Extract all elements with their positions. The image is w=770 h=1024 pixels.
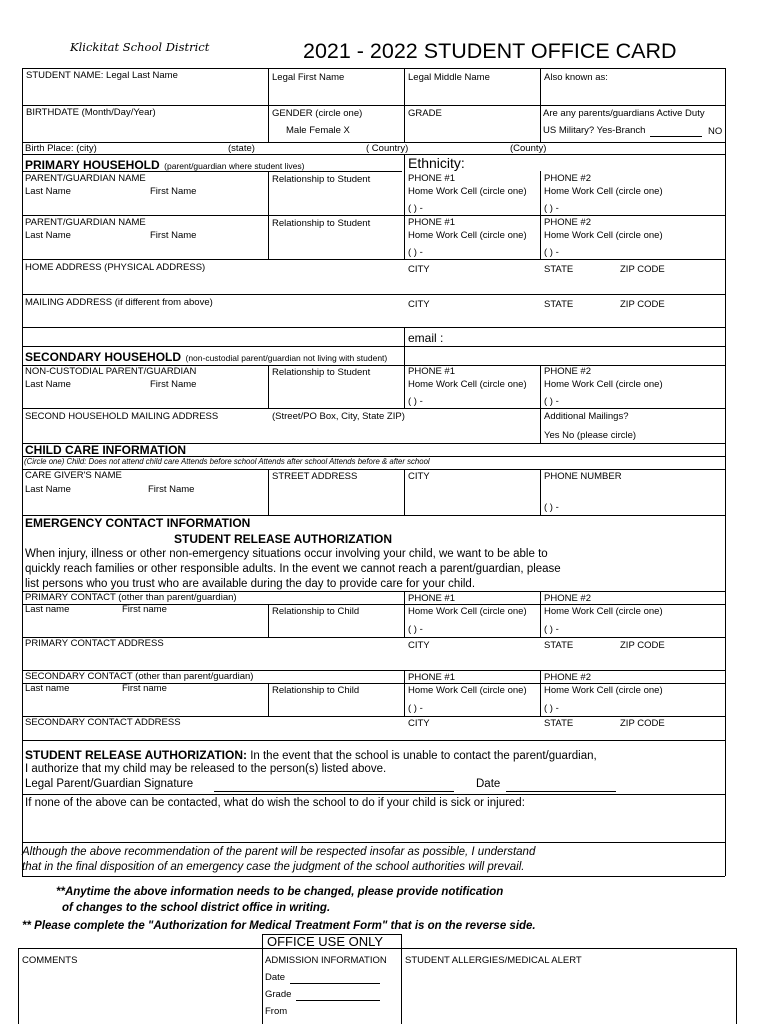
phone2-type[interactable]: Home Work Cell (circle one)	[544, 606, 663, 617]
mailing-address-label: MAILING ADDRESS (if different from above)	[25, 297, 213, 308]
emergency-paragraph-2: quickly reach families or other responsible adults. In the event we cannot reach a parent/guardian, please	[25, 563, 561, 575]
signature-label: Legal Parent/Guardian Signature	[25, 778, 194, 790]
ethnicity-label: Ethnicity:	[408, 155, 465, 171]
first-name-label: First Name	[150, 230, 197, 241]
phone2-blank[interactable]: ( ) -	[544, 624, 559, 635]
relationship-label: Relationship to Student	[272, 367, 371, 378]
phone2-type[interactable]: Home Work Cell (circle one)	[544, 685, 663, 696]
secondary-contact-label: SECONDARY CONTACT (other than parent/guardian)	[25, 671, 254, 682]
phone2-label: PHONE #2	[544, 366, 591, 377]
signature-line[interactable]	[214, 791, 454, 792]
military-line-1: Are any parents/guardians Active Duty	[543, 108, 705, 119]
phone2-label: PHONE #2	[544, 217, 591, 228]
phone1-blank[interactable]: ( ) -	[408, 203, 423, 214]
phone1-label: PHONE #1	[408, 217, 455, 228]
last-name-label: Last Name	[25, 484, 71, 495]
first-name-label: First Name	[148, 484, 195, 495]
noncustodial-label: NON-CUSTODIAL PARENT/GUARDIAN	[25, 366, 197, 377]
phone2-label: PHONE #2	[544, 593, 591, 604]
city-label: CITY	[408, 718, 430, 729]
emergency-paragraph-3: list persons who you trust who are available during the day to provide care for your child.	[25, 578, 476, 590]
admission-from-label: From	[265, 1006, 288, 1017]
child-care-options[interactable]: (Circle one) Child: Does not attend child care Attends before school Attends after school Attends before & after school	[24, 457, 430, 466]
city-label: CITY	[408, 471, 430, 482]
admission-date-label: Date	[265, 972, 286, 983]
last-name-label: Last Name	[25, 230, 71, 241]
phone2-type[interactable]: Home Work Cell (circle one)	[544, 379, 663, 390]
gender-options[interactable]: Male Female X	[286, 125, 350, 136]
second-household-mailing-label: SECOND HOUSEHOLD MAILING ADDRESS	[25, 411, 219, 422]
aka-label: Also known as:	[544, 72, 608, 83]
military-line-2: US Military? Yes-Branch	[543, 125, 646, 136]
first-name-label: First Name	[150, 379, 197, 390]
state-label: STATE	[544, 264, 574, 275]
date-label: Date	[476, 778, 501, 790]
phone2-blank[interactable]: ( ) -	[544, 203, 559, 214]
district-name: Klickitat School District	[70, 40, 210, 54]
last-name-label: Last Name	[25, 379, 71, 390]
first-name-label: First Name	[150, 186, 197, 197]
home-address-label: HOME ADDRESS (PHYSICAL ADDRESS)	[25, 262, 206, 273]
relationship-label: Relationship to Child	[272, 685, 360, 696]
first-name-label: Legal First Name	[272, 72, 345, 83]
change-notice-line-2: of changes to the school district office in writing.	[62, 902, 331, 914]
phone2-label: PHONE #2	[544, 173, 591, 184]
primary-household-heading: PRIMARY HOUSEHOLD (parent/guardian where student lives)	[25, 158, 305, 172]
phone1-label: PHONE #1	[408, 672, 455, 683]
birthplace-label: Birth Place: (city)	[25, 143, 97, 154]
state-label: STATE	[544, 718, 574, 729]
city-label: CITY	[408, 640, 430, 651]
phone1-type[interactable]: Home Work Cell (circle one)	[408, 379, 527, 390]
medical-form-notice: ** Please complete the "Authorization for Medical Treatment Form" that is on the reverse side.	[22, 920, 536, 932]
release-authorization-line-2: I authorize that my child may be released to the person(s) listed above.	[25, 763, 387, 775]
change-notice-line-1: **Anytime the above information needs to be changed, please provide notification	[56, 886, 504, 898]
phone2-label: PHONE #2	[544, 672, 591, 683]
zip-label: ZIP CODE	[620, 718, 665, 729]
phone2-blank[interactable]: ( ) -	[544, 703, 559, 714]
state-label: STATE	[544, 640, 574, 651]
release-authorization-line-1: STUDENT RELEASE AUTHORIZATION: In the event that the school is unable to contact the parent/guardian,	[25, 748, 597, 762]
if-none-question: If none of the above can be contacted, what do wish the school to do if your child is sick or injured:	[25, 797, 525, 809]
last-name-label: Last Name	[25, 186, 71, 197]
phone1-type[interactable]: Home Work Cell (circle one)	[408, 230, 527, 241]
phone1-type[interactable]: Home Work Cell (circle one)	[408, 606, 527, 617]
phone1-blank[interactable]: ( ) -	[408, 703, 423, 714]
first-name-label: First name	[122, 604, 167, 615]
phone1-blank[interactable]: ( ) -	[408, 624, 423, 635]
office-use-heading: OFFICE USE ONLY	[267, 934, 384, 949]
primary-contact-label: PRIMARY CONTACT (other than parent/guardian)	[25, 592, 237, 603]
secondary-household-heading: SECONDARY HOUSEHOLD (non-custodial parent/guardian not living with student)	[25, 350, 388, 364]
first-name-label: First name	[122, 683, 167, 694]
emergency-paragraph-1: When injury, illness or other non-emergency situations occur involving your child, we want to be able to	[25, 548, 548, 560]
secondary-contact-address-label: SECONDARY CONTACT ADDRESS	[25, 717, 181, 728]
relationship-label: Relationship to Student	[272, 218, 371, 229]
page-title: 2021 - 2022 STUDENT OFFICE CARD	[303, 39, 677, 63]
emergency-heading: EMERGENCY CONTACT INFORMATION	[25, 516, 251, 530]
phone-blank[interactable]: ( ) -	[544, 502, 559, 513]
gender-label: GENDER (circle one)	[272, 108, 363, 119]
phone2-blank[interactable]: ( ) -	[544, 396, 559, 407]
state-label: (state)	[228, 143, 255, 154]
parent-guardian-label: PARENT/GUARDIAN NAME	[25, 217, 146, 228]
admission-info-label: ADMISSION INFORMATION	[265, 955, 387, 966]
zip-label: ZIP CODE	[620, 640, 665, 651]
relationship-label: Relationship to Child	[272, 606, 360, 617]
relationship-label: Relationship to Student	[272, 174, 371, 185]
phone2-type[interactable]: Home Work Cell (circle one)	[544, 230, 663, 241]
phone-number-label: PHONE NUMBER	[544, 471, 622, 482]
additional-mailings-label: Additional Mailings?	[544, 411, 629, 422]
military-no[interactable]: NO	[708, 126, 723, 137]
street-address-label: STREET ADDRESS	[272, 471, 358, 482]
grade-label: GRADE	[408, 108, 442, 119]
although-line-1: Although the above recommendation of the parent will be respected insofar as possible, I understand	[22, 846, 536, 858]
phone1-type[interactable]: Home Work Cell (circle one)	[408, 186, 527, 197]
birthdate-label: BIRTHDATE (Month/Day/Year)	[26, 107, 156, 118]
child-care-heading: CHILD CARE INFORMATION	[25, 443, 187, 457]
country-label: ( Country)	[366, 143, 409, 154]
state-label: STATE	[544, 299, 574, 310]
release-sub-heading: STUDENT RELEASE AUTHORIZATION	[174, 532, 392, 546]
county-label: (County)	[510, 143, 547, 154]
although-line-2: that in the final disposition of an emergency case the judgment of the school authorities will prevail.	[22, 861, 525, 873]
additional-mailings-options[interactable]: Yes No (please circle)	[544, 430, 637, 441]
last-name-label: Last name	[25, 604, 70, 615]
phone1-label: PHONE #1	[408, 366, 455, 377]
parent-guardian-label: PARENT/GUARDIAN NAME	[25, 173, 146, 184]
primary-contact-address-label: PRIMARY CONTACT ADDRESS	[25, 638, 164, 649]
zip-label: ZIP CODE	[620, 264, 665, 275]
comments-label: COMMENTS	[22, 955, 78, 966]
allergies-label: STUDENT ALLERGIES/MEDICAL ALERT	[405, 955, 582, 966]
street-note: (Street/PO Box, City, State ZIP)	[272, 411, 405, 422]
phone1-type[interactable]: Home Work Cell (circle one)	[408, 685, 527, 696]
date-line[interactable]	[506, 791, 616, 792]
email-label: email :	[408, 331, 444, 345]
zip-label: ZIP CODE	[620, 299, 665, 310]
phone1-blank[interactable]: ( ) -	[408, 247, 423, 258]
phone1-blank[interactable]: ( ) -	[408, 396, 423, 407]
phone1-label: PHONE #1	[408, 173, 455, 184]
phone2-type[interactable]: Home Work Cell (circle one)	[544, 186, 663, 197]
care-giver-label: CARE GIVER'S NAME	[25, 470, 122, 481]
phone2-blank[interactable]: ( ) -	[544, 247, 559, 258]
city-label: CITY	[408, 264, 430, 275]
city-label: CITY	[408, 299, 430, 310]
phone1-label: PHONE #1	[408, 593, 455, 604]
middle-name-label: Legal Middle Name	[408, 72, 490, 83]
last-name-label: Last name	[25, 683, 70, 694]
admission-grade-label: Grade	[265, 989, 292, 1000]
student-name-label: STUDENT NAME: Legal Last Name	[26, 70, 178, 81]
